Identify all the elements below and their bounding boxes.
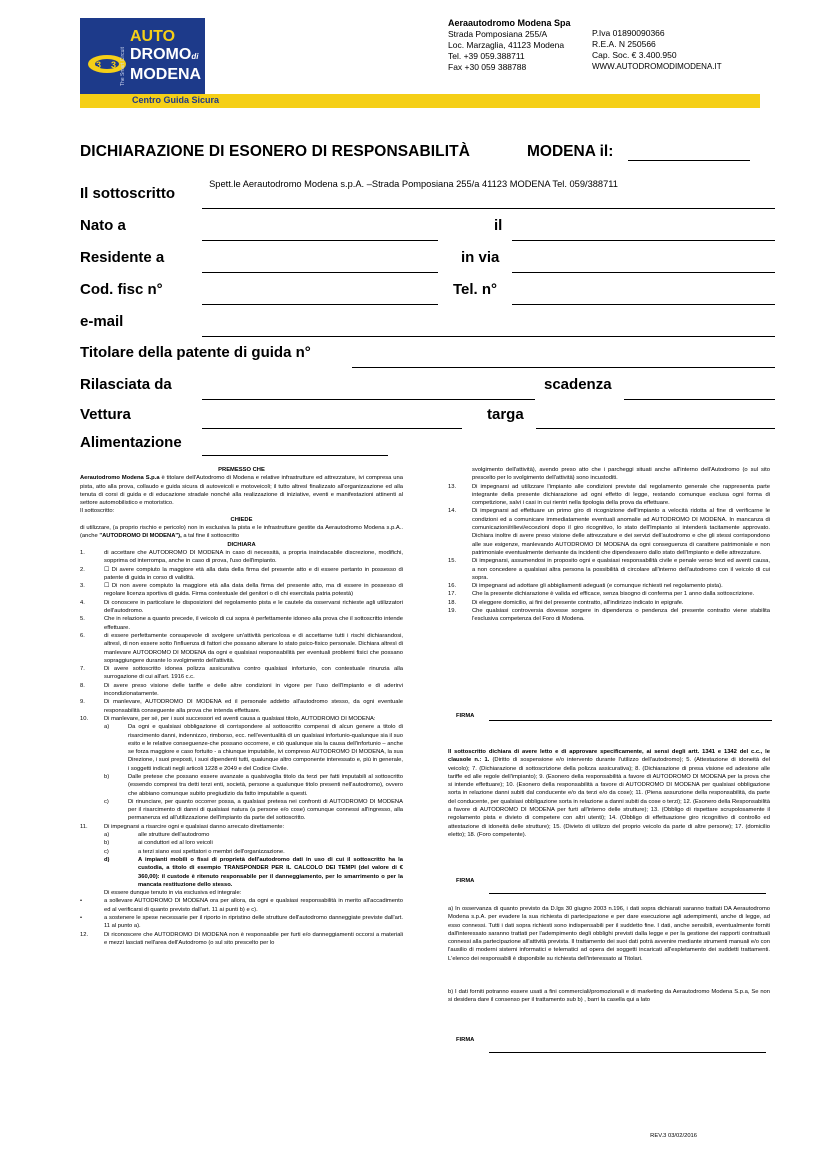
field-data-nascita[interactable] [512,240,775,241]
logo-line-2a: DROMO [130,46,192,63]
list-item [80,549,403,566]
svg-text:3: 3 [96,60,102,70]
list-item [448,483,770,508]
list-item [448,582,770,590]
logo-subtitle: Centro Guida Sicura [132,95,220,105]
field-via[interactable] [512,272,775,273]
label-nato: Nato a [80,217,126,234]
item-text: Di eleggere domicilio, ai fini del presente contratto, all'indirizzo indicato in epigrafe. [472,599,684,606]
sub-item-letter: d) [104,856,110,863]
item-number: 15. [448,558,457,565]
heading-chiede: CHIEDE [230,516,253,523]
item-number: 1. [80,549,85,556]
company-piva: P.Iva 01890090366 [592,28,665,38]
company-capsoc: Cap. Soc. € 3.400.950 [592,50,677,60]
item-text: Di impegnarsi, assumendosi in proposito ogni e qualsiasi responsabilità civile e penale verso terzi ed aventi causa, a non concedere a qualsiasi altra persona la possibilità di circolare all'interno dell'autodromo con il veicolo di cui sopra. [472,558,770,581]
paragraph-marketing: b) I dati forniti potranno essere usati a fini commerciali/promozionali e di marketing da Aerautodromo Modena S.p.a, Se non si desidera dare il consenso per il trattamento sub b) , barri la casella qui a lato [448,989,770,1004]
item-text: Che qualsiasi controversia dovesse sorgere in dipendenza o pendenza del presente contratto viene stabilita l'esclusiva competenza del Foro di Modena. [472,608,770,623]
item-text: Di impegnarsi ad adottare gli abbigliamenti adeguati (e comunque richiesti nel regolamento pista). [472,583,723,590]
modena-date-label: MODENA il: [527,143,614,160]
item-number: 18. [448,599,457,606]
sub-item-text: Dalle pretese che possano essere avanzate a qualsivoglia titolo da terzi per fatti imputabili al sottoscritto (essendo compresi tra detti terzi enti, società, persone a qualunque titolo presenti nell'autodromo), ovvero che abbiano comunque subito pregiudizio da fatto imputabile a questi. [128,773,403,797]
list-item [80,566,403,583]
item-number: 6. [80,632,85,639]
label-tel: Tel. n° [453,281,498,298]
field-codfisc[interactable] [202,304,438,305]
heading-dichiara: DICHIARA [227,541,256,548]
label-il: il [494,217,503,234]
bullet-icon: • [80,915,83,922]
sub-item-letter: a) [104,724,110,731]
paragraph-sottoscritto: Il sottoscritto: [80,508,115,515]
bullet-item [80,914,403,931]
item-text: Che in relazione a quanto precede, il veicolo di cui sopra è perfettamente idoneo alla prova che il sottoscritto intende effettuare. [104,616,403,631]
item-text: Di avere sottoscritto idonea polizza assicurativa contro qualsiasi infortunio, con contestuale rinunzia alla surrogazione di cui all'art. 1916 c.c. [104,666,403,681]
chiede-text-a: di utilizzare, (a proprio rischio e pericolo) non in esclusiva la pista e le infrastrutture gestite da Aerautodromo Modena s.p.A.. (anche [80,525,403,540]
field-scadenza[interactable] [624,399,775,400]
firma-label-2: FIRMA [456,878,475,884]
bullet-text: a sostenere le spese necessarie per il riporto in ripristino delle strutture dell'autodromo danneggiate previste dall'art. 11 al punto a). [104,915,403,930]
sub-item-text: a terzi siano essi spettatori o membri dell'organizzazione. [138,848,285,855]
item-number: 4. [80,599,85,606]
logo-line-2 [130,46,201,66]
field-email[interactable] [202,336,775,337]
firma-label-1: FIRMA [456,713,475,719]
clausole-text: (Diritto di sospensione e/o intervento durante l'utilizzo dell'autodromo); 5. (Attestazione di idoneità del veicolo); 7. (Dichiarazione di sottoscrizione della polizza assicurativa); 8. (Dichiarazione di presa visione ed adesione alle tariffe ed alle regole dell'impianto); 9. (Esonero della responsabilità a favore di AUTODROMO DI MODENA per la prova che si intende effettuare); 10. (Esonero della responsabilità a favore di AUTODROMO DI MODENA per qualsiasi obbligazione sorta in relazione danni subiti dal conducente e/o da terzi e/o da cose); 11. (Piena assunzione della responsabilità, da parte del conducente, per qualsiasi obbligazione sorta in relazione a danni subiti da cose o terzi); 12. (Esonero della Responsabilità a favore di AUTODROMO DI MODENA per furti all'interno delle strutture); 13. (Obbligo di rispettare scrupolosamente il regolamento pista e divieto di competere con altri utenti); 14. (Obbligo di effettuazione giro ricognitivo di controllo ed attestazione di idoneità delle strutture); 15. (Divieto di utilizzo del proprio veicolo da parte di altre persone); 17. (domicilio eletto); 18. (Foro competente). [448,757,771,838]
list-item [80,715,403,723]
sublist-item [104,856,403,889]
company-address-2: Loc. Marzaglia, 41123 Modena [448,40,565,50]
item-number-empty [448,466,472,483]
list-item-continued [448,466,770,483]
chiede-text-b: "AUTODROMO DI MODENA"), [99,533,182,540]
label-via: in via [461,249,500,266]
list-item [448,590,770,598]
left-column-text [80,466,403,947]
sub-item-text: Di rinunciare, per quanto occorrer possa, a qualsiasi pretesa nei confronti di AUTODROMO DI MODENA per il risarcimento di danni di qualsiasi natura (a persone e/o cose) comunque connessi all'ingresso, alla permanenza ed all'utilizzazione dell'impianto da parte del sottoscritto. [128,798,403,822]
heading-premesso: PREMESSO CHE [218,467,265,473]
sublist-item [104,831,403,839]
item-text: Di riconoscere che AUTODROMO DI MODENA non è responsabile per furti e/o danneggiamenti occorsi a materiali e mezzi lasciati nell'area dell'Autodromo (o sul sito prescelto per lo [104,931,403,946]
signature-line-1[interactable] [489,720,772,721]
field-nato[interactable] [202,240,438,241]
sublist-item [104,848,403,856]
logo-wordmark [130,28,201,84]
company-address-1: Strada Pomposiana 255/A [448,29,548,39]
date-field-line[interactable] [628,160,750,161]
sublist-10 [80,723,403,823]
item-text: svolgimento dell'attività), avendo preso atto che i parcheggi situati anche all'interno dell'Autodromo (o sul sito prescelto per lo svolgimento dell'attività) sono incustoditi. [472,467,770,482]
paragraph-tenuto: Di essere dunque tenuto in via esclusiva ed integrale: [104,890,242,897]
item-text: Di avere preso visione delle tariffe e delle altre condizioni in vigore per l'uso dell'Impianto e di aderirvi incondizionatamente. [104,682,403,698]
list-item [448,507,770,557]
label-scadenza: scadenza [544,376,612,393]
field-residente[interactable] [202,272,438,273]
premesso-text: è titolare dell'Autodromo di Modena e relative infrastrutture ed attrezzature, ivi compresa una pista, atto alla prova, collaudo e guida sicura di autoveicoli e motoveicoli; il tutto altresì finalizzato all'organizzazione ed alla tenuta di corsi di guida e di educazione stradale nonché alla realizzazione di iniziative, eventi e manifestazioni attinenti al settore automobilistico e motoristico. [80,475,403,507]
item-text: Di impegnarsi ad utilizzare l'impianto alle condizioni previste dal regolamento generale che rappresenta parte integrante della presente dichiarazione ad ogni effetto di legge, restando comunque esclusa ogni forma di competizione, salvi i casi in cui rientri nella tipologia della prova da effettuare. [472,483,770,507]
list-item [80,682,403,699]
item-number: 13. [448,483,457,490]
list-item [448,557,770,582]
chiede-text-c: a tal fine il sottoscritto [181,533,240,540]
svg-text:3: 3 [111,60,117,70]
item-number: 10. [80,715,89,722]
field-patente[interactable] [352,367,775,368]
dichiara-list [80,549,403,947]
sub-item-text: Da ogni e qualsiasi obbligazione di corrispondere al sottoscritto compensi di alcun genere a titolo di risarcimento danni, indennizzo, rimborso, ecc. nell'eventualità di un qualsiasi infortunio-qualunque sia il suo esito e le relative conseguenze-che possano occorrere, e ciò qualunque sia la causa dell'infortunio – anche se forza maggiore e caso fortuito - a chiunque imputabile, ivi compreso AUTODROMO DI MODENA, la sua Direzione, i suoi preposti, i suoi dipendenti tutti, qualunque altro componente interessato e, più in generale, i soggetti indicati negli articoli 1228 e 2049 e del Codice Civile. [128,724,403,772]
document-title: DICHIARAZIONE DI ESONERO DI RESPONSABILITÀ [80,143,471,160]
company-fax: Fax +30 059 388788 [448,62,527,72]
list-item [80,599,403,616]
sub-item-letter: c) [104,848,109,855]
label-targa: targa [487,406,524,423]
company-name: Aeraautodromo Modena Spa [448,18,571,28]
list-item [448,599,770,607]
field-tel[interactable] [512,304,775,305]
list-item [80,632,403,665]
label-sottoscritto: Il sottoscritto [80,185,176,202]
list-item [80,823,403,831]
logo-line-2b: di [191,52,199,61]
firma-label-3: FIRMA [456,1037,475,1043]
logo-box [80,18,205,94]
item-number: 5. [80,616,85,623]
list-item [80,698,403,715]
list-item [448,607,770,624]
item-number: 9. [80,699,85,706]
item-number: 8. [80,682,85,689]
paragraph-privacy: a) In osservanza di quanto previsto da D.lgs 30 giugno 2003 n.196, i dati sopra dichiarati saranno trattati DA Aerautodromo Modena s.p.A. per evadere la sua richiesta di partecipazione e per dare esecuzione agli adempimenti, anche di legge, ad esso connessi. Tutti i dati sopra richiesti sono indispensabili per il suddetto fine. I dati, anche sensibili, eventualmente forniti dall'interessato saranno trattati per l'adempimento degli obblighi previsti dalla legge e per la gestione dei rapporti contrattuali connessi alla partecipazione all'attività prevista. Il trattamento dei suoi dati potrà avvenire mediante strumenti manuali e/o con l'ausilio di moderni sistemi informatici e telematici ad opera dei soggetti incaricati all'espletamento dei suddetti trattamenti. L'elenco dei responsabili è disponibile su richiesta dell'interessato ai Titolari. [448,906,770,962]
label-alimentazione: Alimentazione [80,434,182,451]
label-email: e-mail [80,313,124,330]
item-number: 2. [80,566,85,573]
item-number: 17. [448,591,457,598]
company-rea: R.E.A. N 250566 [592,39,656,49]
addressee-line: Spett.le Aerautodromo Modena s.p.A. –Strada Pomposiana 255/a 41123 MODENA Tel. 059/388711 [209,179,618,189]
label-vettura: Vettura [80,406,131,423]
company-registry-block [592,28,722,72]
sublist-11 [80,831,403,889]
item-number: 7. [80,666,85,673]
item-text-checkbox[interactable]: ☐ Di non avere compiuto la maggiore età alla data della firma del presente atto, ma di essere in possesso di regolare licenza sportiva di guida. Firma contestuale del genitori o di chi esercitala patria potestà) [104,583,403,598]
logo-tagline: The Smart Circuit [120,47,126,86]
field-alimentazione[interactable] [202,455,388,456]
item-text-checkbox[interactable]: ☐ Di avere compiuto la maggiore età alla data della firma del presente atto e di essere pertanto in possesso di patente di guida in corso di validità. [104,566,403,581]
clausole-bold: Il sottoscritto dichiara di avere letto e di approvare specificamente, ai sensi degli artt. 1341 e 1342 del c.c., le clausole n.: 1. [448,749,770,764]
item-number: 12. [80,931,89,938]
list-item [80,615,403,632]
revision-label: REV.3 03/02/2016 [650,1133,697,1139]
sub-item-text: alle strutture dell'autodromo [138,832,210,839]
logo-line-3: MODENA [130,66,202,83]
sub-item-letter: b) [104,773,110,780]
sublist-item [104,798,403,823]
item-text: di essere perfettamente consapevole di svolgere un'attività pericolosa e di accettarne tutti i rischi dichiarandosi, altresì, di non essere sotto l'influenza di fattori che possano alterare lo stato psico-fisico personale. Dichiara altresì di manlevare AUTODROMO DI MODENA da ogni e qualsiasi responsabilità per eventuali problemi fisici che possano sopraggiungere durante lo svolgimento dell'attività. [104,632,403,664]
sublist-item [104,773,403,798]
item-text: di accettare che AUTODROMO DI MODENA in caso di necessità, a propria insindacabile discrezione, modifichi, sopprima od interrompa, anche in caso di prova, l'uso dell'impianto. [104,549,403,565]
item-text: Di manlevare, per sé, per i suoi successori ed aventi causa a qualsiasi titolo, AUTODROMO DI MODENA: [104,715,376,722]
item-number: 19. [448,608,457,615]
paragraph-premesso [80,474,403,507]
right-column-text [448,466,770,624]
item-number: 14. [448,508,457,515]
item-number: 11. [80,823,88,830]
label-patente: Titolare della patente di guida n° [80,344,311,361]
list-item [80,665,403,682]
bullet-icon: • [80,898,83,905]
sublist-item [104,839,403,847]
field-rilasciata[interactable] [202,399,535,400]
label-rilasciata: Rilasciata da [80,376,172,393]
premesso-company: Aerautodromo Modena S.p.a [80,475,160,482]
paragraph-clausole [448,748,770,839]
sub-item-letter: c) [104,798,109,805]
signature-line-2[interactable] [489,893,766,894]
item-text: Di conoscere in particolare le disposizioni del regolamento pista e le cautele da osservarsi richieste agli utilizzatori dell'autodromo. [104,599,403,615]
signature-line-3[interactable] [489,1052,766,1053]
item-text: Di impegnarsi ad effettuare un primo giro di ricognizione dell'impianto a velocità ridotta al fine di verificarne le condizioni ed a comunicare immediatamente eventuali anomalie ad AUTODROMO DI MODENA. In mancanza di comunicazioni/rilievi/eccezioni dopo il giro ricognitivo, lo stato dell'Impianto si intenderà tacitamente approvato. Dichiara inoltre di avere preso visione delle attrezzature e dei servizi dell'autodromo e che gli stessi corrispondono alle sue esigenze, manlevando AUTODROMO DI MODENA da ogni conseguenza di carattere patrimoniale e non patrimoniale eventualmente derivante da incidenti che dipendessero dallo stato dell'Impianto e delle attrezzature. [472,508,770,556]
sub-item-letter: a) [104,832,110,839]
sub-item-letter: b) [104,840,110,847]
bullet-item [80,897,403,914]
list-item [80,931,403,948]
item-text: Di impegnarsi a risarcire ogni e qualsiasi danno arrecato direttamente: [104,823,285,830]
sub-item-text: ai conduttori ed al loro veicoli [138,840,213,847]
company-website: WWW.AUTODROMODIMODENA.IT [592,62,722,71]
item-text: Che la presente dichiarazione è valida ed efficace, senza bisogno di conferma per 1 anno dalla sottoscrizione. [472,591,755,598]
list-item [80,582,403,599]
paragraph-chiede [80,524,403,541]
company-address-block [448,18,571,73]
label-codfisc: Cod. fisc n° [80,281,163,298]
field-sottoscritto[interactable] [202,208,775,209]
item-text: Di manlevare, AUTODROMO DI MODENA ed il personale addetto all'autodromo stesso, da ogni eventuale responsabilità conseguente alla prova che intenda effettuare. [104,699,403,714]
item-number: 3. [80,583,85,590]
sublist-item [104,723,403,773]
item-number: 16. [448,583,457,590]
company-tel: Tel. +39 059.388711 [448,51,525,61]
bullet-text: a sollevare AUTODROMO DI MODENA ora per allora, da ogni e qualsiasi responsabilità in merito all'accadimento ed al verificarsi di quanto previsto dall'art. 11 ai punti b) e c). [104,898,403,913]
field-targa[interactable] [536,428,775,429]
field-vettura[interactable] [202,428,462,429]
sub-item-text: A impianti mobili o fissi di proprietà dell'autodromo dati in uso di cui il sottoscritto ha la custodia, a titolo di esempio TRANSPONDER PER IL CALCOLO DEI TEMPI (del valore di € 360,00): il custode è ritenuto responsabile per il danneggiamento, per lo smarrimento o per la mancata restituzione dello stesso. [138,856,403,888]
logo-line-1: AUTO [130,28,176,45]
label-residente: Residente a [80,249,165,266]
